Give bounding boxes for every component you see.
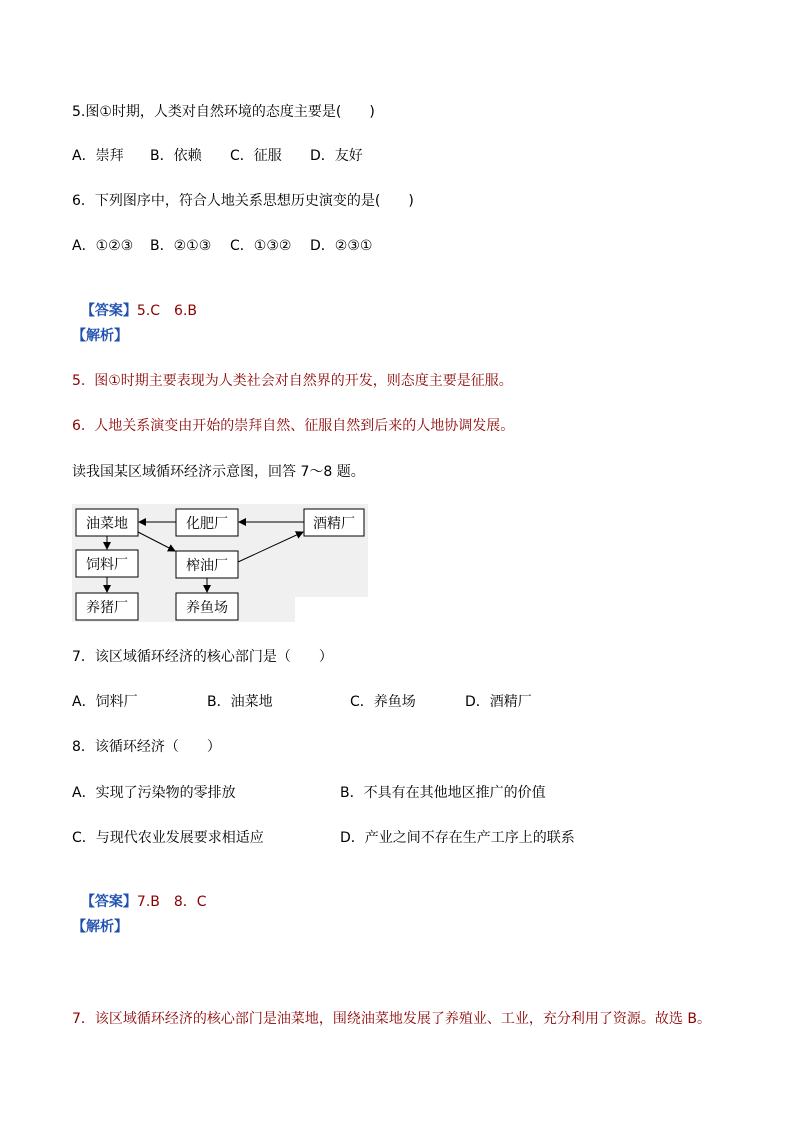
node-label: 养鱼场 — [186, 600, 228, 616]
q8-option-b: B．不具有在其他地区推广的价值 — [340, 785, 546, 801]
q7-option-d: D．酒精厂 — [465, 694, 532, 710]
q8-option-a: A．实现了污染物的零排放 — [72, 785, 236, 801]
node-feed-factory — [76, 550, 138, 577]
node-pig-farm — [76, 593, 138, 620]
q7-option-c: C．养鱼场 — [350, 694, 416, 710]
explanation-7: 7．该区域循环经济的核心部门是油菜地，围绕油菜地发展了养殖业、工业，充分利用了资源。故选 B。 — [72, 1011, 711, 1027]
q6-stem: 6．下列图序中，符合人地关系思想历史演变的是( ) — [72, 193, 414, 209]
node-alcohol-factory — [304, 509, 364, 536]
answer-tag: 【答案】 — [80, 894, 137, 910]
q5-option-c: C．征服 — [230, 148, 282, 164]
explanation-5: 5. 图①时期主要表现为人类社会对自然界的开发，则态度主要是征服。 — [72, 373, 513, 389]
answer-text: 7.B 8．C — [136, 894, 207, 910]
answer-block-1 — [72, 281, 197, 321]
q5-option-d: D．友好 — [310, 148, 363, 164]
explanation-6: 6. 人地关系演变由开始的崇拜自然、征服自然到后来的人地协调发展。 — [72, 418, 515, 434]
q6-option-b: B．②①③ — [150, 238, 212, 254]
q8-stem: 8．该循环经济（ ） — [72, 739, 221, 755]
answer-tag: 【答案】 — [80, 303, 137, 319]
node-label: 榨油厂 — [186, 558, 228, 574]
node-label: 饲料厂 — [86, 557, 128, 573]
node-label: 酒精厂 — [313, 516, 355, 532]
q5-option-a: A．崇拜 — [72, 148, 124, 164]
q6-option-a: A．①②③ — [72, 238, 134, 254]
analysis-tag: 【解析】 — [72, 919, 128, 935]
node-fish-farm — [176, 593, 238, 620]
q5-stem: 5.图①时期，人类对自然环境的态度主要是( ) — [72, 104, 375, 120]
q6-option-c: C．①③② — [230, 238, 292, 254]
answer-block-2 — [72, 872, 207, 912]
node-fertilizer-factory — [176, 509, 238, 536]
answer-text: 5.C 6.B — [136, 303, 198, 319]
q6-option-d: D．②③① — [310, 238, 373, 254]
intro-text: 读我国某区域循环经济示意图，回答 7～8 题。 — [72, 464, 365, 480]
q7-stem: 7．该区域循环经济的核心部门是（ ） — [72, 649, 333, 665]
q7-option-a: A．饲料厂 — [72, 694, 138, 710]
circular-economy-diagram — [72, 504, 368, 622]
analysis-tag: 【解析】 — [72, 328, 128, 344]
q8-option-c: C．与现代农业发展要求相适应 — [72, 830, 264, 846]
node-oil-press — [176, 551, 238, 578]
node-label: 化肥厂 — [186, 516, 228, 532]
node-label: 养猪厂 — [86, 600, 128, 616]
q7-option-b: B．油菜地 — [207, 694, 273, 710]
q5-option-b: B．依赖 — [150, 148, 202, 164]
diagram-svg — [72, 504, 368, 622]
q8-option-d: D．产业之间不存在生产工序上的联系 — [340, 830, 575, 846]
node-rapeseed-field — [76, 509, 138, 536]
node-label: 油菜地 — [86, 516, 128, 532]
